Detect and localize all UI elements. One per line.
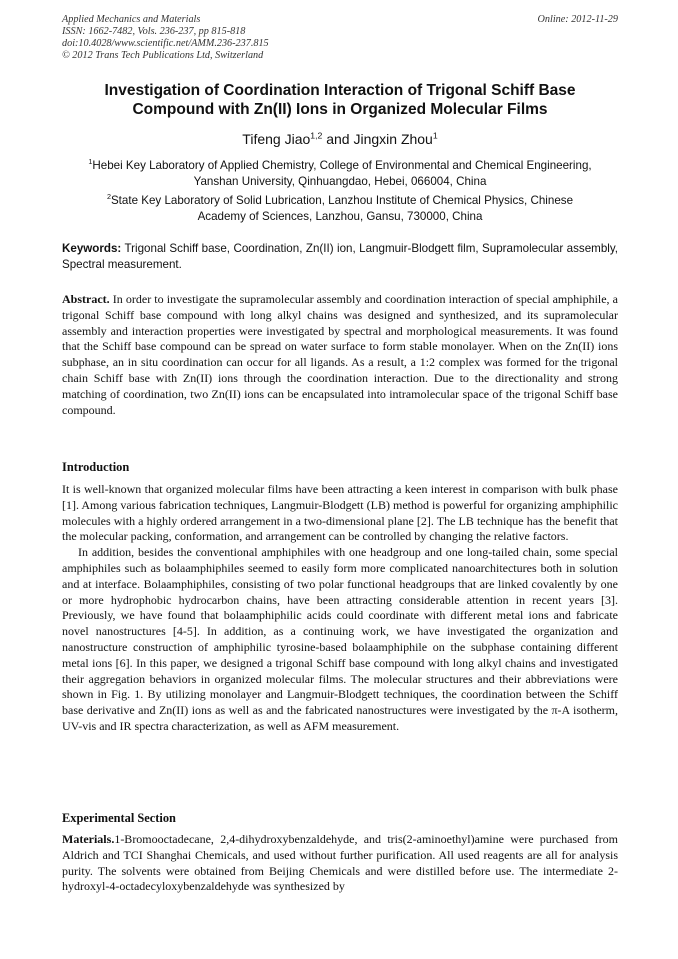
materials-text: 1-Bromooctadecane, 2,4-dihydroxybenzaldehyde, and tris(2-aminoethyl)amine were purchased from Aldrich and TCI Shanghai Chemicals, and used without further purification. All used reagents are all for analysis purity. The solvents were obtained from Beijing Chemicals and were distilled before use. The intermediate 2-hydroxyl-4-octadecyloxybenzaldehyde was synthesized by bbox=[62, 832, 618, 894]
author-name: Jingxin Zhou bbox=[353, 131, 433, 147]
journal-doi: doi:10.4028/www.scientific.net/AMM.236-237.815 bbox=[62, 38, 269, 49]
affiliation-line: State Key Laboratory of Solid Lubrication, Lanzhou Institute of Chemical Physics, Chinese bbox=[110, 194, 574, 207]
author-conjunction: and bbox=[322, 131, 354, 147]
journal-copyright: © 2012 Trans Tech Publications Ltd, Switzerland bbox=[62, 50, 264, 61]
section-heading-introduction: Introduction bbox=[62, 460, 130, 474]
abstract-text: In order to investigate the supramolecular assembly and coordination interaction of special amphiphile, a trigonal Schiff base compound with long alkyl chains was designed and synthesized, and its supramolecular assembly and interaction properties were investigated by spectral and morphological measurements. It was found that the Schiff base compound can be spread on water surface to form stable monolayer. When on the Zn(II) ions subphase, an in situ coordination can occur for all ligands. As a result, a 1:2 complex was formed for the trigonal chain Schiff base with Zn(II) ions through the coordination interaction. Due to the directionality and strong matching of coordination, two Zn(II) ions can be encapsulated into intramolecular space of the trigonal Schiff base compound. bbox=[62, 292, 618, 417]
journal-header bbox=[62, 14, 618, 62]
keywords-label: Keywords: bbox=[62, 242, 122, 255]
keywords-text: Trigonal Schiff base, Coordination, Zn(II) ion, Langmuir-Blodgett film, Supramolecular assembly, Spectral measurement. bbox=[62, 242, 618, 271]
paragraph: It is well-known that organized molecular films have been attracting a keen interest in comparison with bulk phase [1]. Among various fabrication techniques, Langmuir-Blodgett (LB) method is powerful for organizing amphiphilic molecules with a highly ordered arrangement in a two-dimensional plane [2]. The LB technique has the benefit that the molecular packing, conformation, and arrangement can be controlled by changing the relative factors. bbox=[62, 482, 618, 544]
journal-name: Applied Mechanics and Materials bbox=[62, 14, 201, 25]
online-date: Online: 2012-11-29 bbox=[537, 14, 618, 25]
section-heading-experimental: Experimental Section bbox=[62, 811, 176, 825]
materials-label: Materials. bbox=[62, 832, 115, 846]
affiliation-line: Yanshan University, Qinhuangdao, Hebei, 066004, China bbox=[193, 174, 487, 188]
paper-title-line-1: Investigation of Coordination Interaction of Trigonal Schiff Base bbox=[104, 82, 576, 99]
paper-title-line-2: Compound with Zn(II) Ions in Organized Molecular Films bbox=[132, 101, 548, 118]
affiliation-mark: 1 bbox=[88, 157, 93, 167]
affiliation-line: Hebei Key Laboratory of Applied Chemistry, College of Environmental and Chemical Engineering, bbox=[92, 159, 592, 172]
keywords-block bbox=[62, 241, 618, 272]
abstract-label: Abstract. bbox=[62, 292, 110, 306]
affiliation-1 bbox=[62, 158, 618, 189]
journal-issn: ISSN: 1662-7482, Vols. 236-237, pp 815-818 bbox=[62, 26, 246, 37]
affiliation-line: Academy of Sciences, Lanzhou, Gansu, 730000, China bbox=[197, 209, 483, 223]
author-affiliation-mark: 1,2 bbox=[310, 130, 323, 141]
author-name: Tifeng Jiao bbox=[242, 131, 311, 147]
paragraph: In addition, besides the conventional amphiphiles with one headgroup and one long-tailed chain, some special amphiphiles such as bolaamphiphiles seemed to easily form more complicated nanoarchitectures both in solution and at interface. Bolaamphiphiles, consisting of two polar functional headgroups that are linked covalently by one or more hydrophobic hydrocarbon chains, have been attracting considerable attention in recent years [3]. Previously, we have found that bolaamphiphilic acids could coordinate with different metal ions and fabricate novel nanostructures [4-5]. In addition, as a continuing work, we have investigated the organization and nanostructure construction of amphiphilic tyrosine-based bolaamphiphile on the subphase containing different metal ions [6]. In this paper, we designed a trigonal Schiff base compound with long alkyl chains and investigated their aggregation behaviors in organized molecular films. The molecular structures and their abbreviations were shown in Fig. 1. By utilizing monolayer and Langmuir-Blodgett techniques, the coordination between the Schiff base derivative and Zn(II) ions as well as and the fabricated nanostructures were investigated by the π-A isotherm, UV-vis and IR spectra characterization, as well as AFM measurement. bbox=[62, 545, 618, 733]
paper-title bbox=[62, 81, 618, 119]
materials-paragraph bbox=[62, 832, 618, 895]
affiliation-mark: 2 bbox=[106, 192, 111, 202]
author-affiliation-mark: 1 bbox=[432, 130, 438, 141]
introduction-body bbox=[62, 482, 618, 735]
affiliation-2 bbox=[62, 193, 618, 224]
abstract-block bbox=[62, 292, 618, 418]
author-list bbox=[62, 130, 618, 148]
